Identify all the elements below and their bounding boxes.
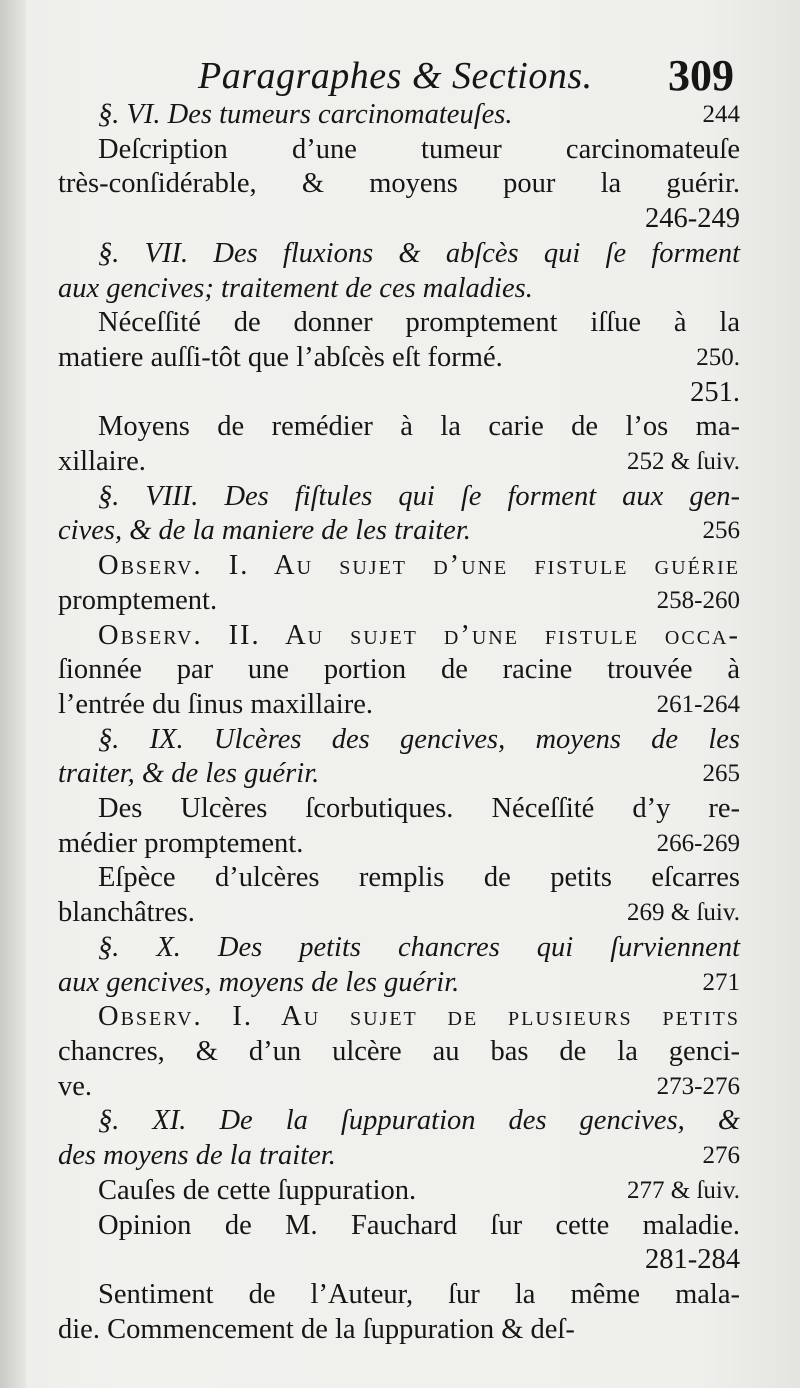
entry-page-ref: 251.	[690, 376, 740, 408]
entry-line	[58, 861, 740, 896]
entry-page-ref: 256	[702, 517, 740, 545]
entry-text: l’entrée du ſinus maxillaire.	[58, 688, 373, 720]
entry-line	[58, 480, 740, 515]
entry-line	[58, 1104, 740, 1139]
toc-entry	[58, 1174, 740, 1209]
entry-line	[58, 1139, 740, 1174]
entry-line	[58, 341, 740, 376]
page-number: 309	[668, 51, 734, 100]
toc-entry	[58, 1278, 740, 1347]
toc-entry	[58, 237, 740, 306]
entry-line	[58, 445, 740, 480]
toc-entry	[58, 480, 740, 549]
toc-entry	[58, 549, 740, 618]
entry-line	[58, 827, 740, 862]
entry-text: Observ. I. Au ſujet d’une fiſtule guérie	[98, 550, 740, 582]
entry-line	[58, 966, 740, 1001]
entry-page-ref: 276	[702, 1142, 740, 1170]
entry-text: très-conſidérable, & moyens pour la guérir.	[58, 168, 740, 200]
entry-text: matiere auſſi-tôt que l’abſcès eſt formé.	[58, 341, 503, 373]
entry-line	[58, 1209, 740, 1244]
entry-page-ref: 271	[702, 968, 740, 996]
entry-text: Moyens de remédier à la carie de l’os ma-	[98, 411, 740, 443]
entry-text: blanchâtres.	[58, 897, 195, 929]
entry-text: Observ. II. Au ſujet d’une fiſtule occa-	[98, 619, 740, 651]
entry-text: chancres, & d’un ulcère au bas de la genci-	[58, 1035, 740, 1067]
entry-line	[58, 1313, 740, 1348]
entry-line	[58, 237, 740, 272]
entry-text: xillaire.	[58, 446, 146, 478]
entry-line	[58, 792, 740, 827]
entry-text: Eſpèce d’ulcères remplis de petits eſcarres	[98, 862, 740, 894]
toc-entry	[58, 723, 740, 792]
entry-line	[58, 98, 740, 133]
entry-line	[58, 757, 740, 792]
entry-line	[58, 1070, 740, 1105]
entry-text: §. VI. Des tumeurs carcinomateuſes.	[98, 99, 513, 130]
entry-text: cives, & de la maniere de les traiter.	[58, 515, 471, 547]
running-head-title: Paragraphes & Sections.	[198, 55, 593, 97]
entry-text: die. Commencement de la ſuppuration & deſ-	[58, 1313, 575, 1345]
toc-entry	[58, 1209, 740, 1278]
entry-line	[58, 306, 740, 341]
entry-line	[58, 1278, 740, 1313]
entry-line	[58, 653, 740, 688]
entry-text: Observ. I. Au ſujet de pluſieurs petits	[98, 1001, 740, 1033]
toc-entry	[58, 98, 740, 133]
toc-entry	[58, 410, 740, 479]
toc-entry	[58, 792, 740, 861]
entry-line	[58, 549, 740, 584]
entry-line	[58, 1000, 740, 1035]
entry-page-ref: 266-269	[656, 829, 740, 857]
entry-page-ref: 258-260	[656, 586, 740, 614]
entry-text: Cauſes de cette ſuppuration.	[98, 1174, 417, 1206]
entry-page-ref: 273-276	[656, 1072, 740, 1100]
entry-text: aux gencives, moyens de les guérir.	[58, 966, 460, 998]
entry-page-ref: 244	[702, 101, 740, 128]
entry-line	[58, 167, 740, 202]
entry-text: Deſcription d’une tumeur carcinomateuſe	[98, 133, 740, 165]
entry-line	[58, 688, 740, 723]
entry-line	[58, 133, 740, 168]
toc-entry	[58, 1104, 740, 1173]
entry-page-ref: 269 & ſuiv.	[627, 899, 740, 927]
entry-text: §. XI. De la ſuppuration des gencives, &	[98, 1105, 740, 1137]
entry-line	[58, 514, 740, 549]
entry-text: §. X. Des petits chancres qui ſurviennent	[98, 931, 740, 963]
entry-page-ref: 261-264	[656, 690, 740, 718]
entry-line	[58, 931, 740, 966]
entry-line	[58, 1035, 740, 1070]
entry-line	[58, 584, 740, 619]
entry-line	[58, 1174, 740, 1209]
entry-text: Sentiment de l’Auteur, ſur la même mala-	[98, 1278, 740, 1310]
entry-text: ve.	[58, 1070, 93, 1102]
entry-line	[58, 723, 740, 758]
entry-page-ref: 250.	[696, 343, 740, 371]
entry-text: Opinion de M. Fauchard ſur cette maladie.	[98, 1209, 740, 1241]
table-of-contents	[58, 98, 740, 1347]
entry-page-ref: 265	[702, 760, 740, 788]
toc-entry	[58, 931, 740, 1000]
entry-line	[58, 619, 740, 654]
entry-page-ref: 252 & ſuiv.	[627, 448, 740, 476]
binding-shadow	[0, 0, 26, 1388]
entry-text: aux gencives; traitement de ces maladies.	[58, 272, 533, 304]
entry-line	[58, 896, 740, 931]
toc-entry	[58, 1000, 740, 1104]
entry-text: promptement.	[58, 584, 218, 616]
entry-text: traiter, & de les guérir.	[58, 758, 320, 790]
entry-page-ref: 277 & ſuiv.	[627, 1176, 740, 1204]
toc-entry	[58, 133, 740, 237]
entry-line	[58, 272, 740, 307]
toc-entry	[58, 306, 740, 410]
entry-text: §. VII. Des fluxions & abſcès qui ſe forment	[98, 237, 740, 269]
entry-text: ſionnée par une portion de racine trouvée à	[58, 654, 740, 686]
toc-entry	[58, 861, 740, 930]
entry-text: §. VIII. Des fiſtules qui ſe forment aux gen-	[98, 480, 740, 512]
entry-text: Des Ulcères ſcorbutiques. Néceſſité d’y re-	[98, 793, 740, 825]
entry-page-ref: 246-249	[645, 203, 740, 235]
entry-text: §. IX. Ulcères des gencives, moyens de les	[98, 723, 740, 755]
entry-text: Néceſſité de donner promptement iſſue à la	[98, 307, 740, 339]
entry-line	[58, 410, 740, 445]
entry-page-ref: 281-284	[645, 1244, 740, 1276]
entry-text: des moyens de la traiter.	[58, 1140, 336, 1172]
entry-text: médier promptement.	[58, 827, 304, 859]
toc-entry	[58, 619, 740, 723]
